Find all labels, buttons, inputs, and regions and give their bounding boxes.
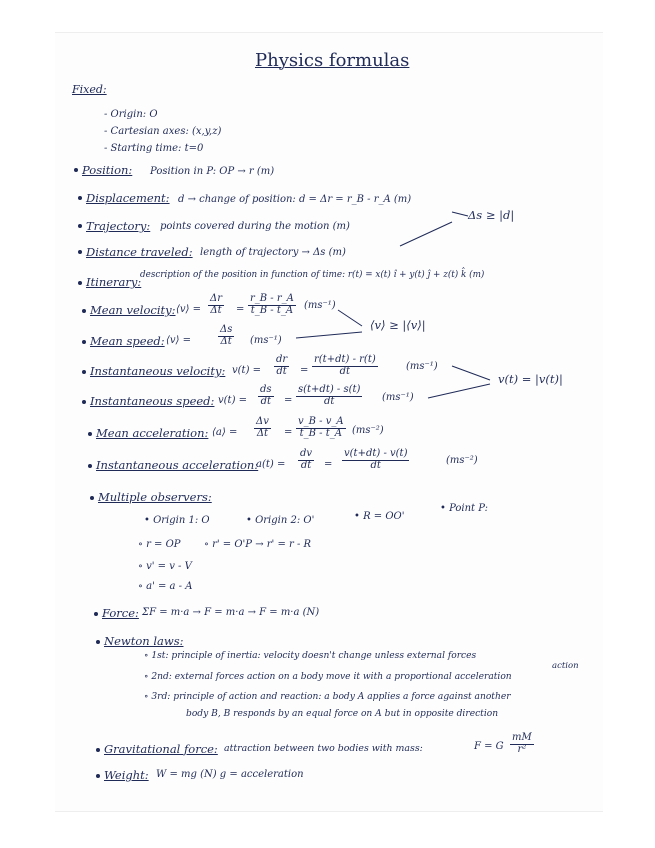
trajectory-label: Trajectory: xyxy=(86,219,151,233)
inst-speed-lhs: v(t) = xyxy=(218,395,248,406)
newton-first-law-cont: action xyxy=(552,661,579,671)
observers-a: ∘ a' = a - A xyxy=(138,581,193,592)
equals: = xyxy=(284,427,293,438)
itinerary-text: description of the position in function of time: r(t) = x(t) î + y(t) ĵ + z(t) k̂ (m) xyxy=(140,270,485,280)
inst-speed-unit: (ms⁻¹) xyxy=(382,392,414,403)
mean-velocity-fraction-2 xyxy=(248,294,296,316)
denominator: Δt xyxy=(256,427,269,439)
mean-accel-fraction-2 xyxy=(296,417,346,439)
numerator: dr xyxy=(276,354,288,365)
inst-speed-fraction-2 xyxy=(296,385,362,407)
numerator: dv xyxy=(300,448,313,459)
mean-speed-fraction xyxy=(218,325,234,347)
mean-speed-unit: (ms⁻¹) xyxy=(250,335,282,346)
fixed-axes: - Cartesian axes: (x,y,z) xyxy=(104,126,222,137)
denominator: dt xyxy=(276,365,287,377)
weight-label: Weight: xyxy=(104,768,149,782)
equals: = xyxy=(284,395,293,406)
equals: = xyxy=(300,365,309,376)
inst-accel-unit: (ms⁻²) xyxy=(446,455,478,466)
numerator: Δs xyxy=(220,324,233,335)
numerator: r_B - r_A xyxy=(250,293,294,304)
inst-speed-label: Instantaneous speed: xyxy=(90,394,215,408)
observers-r: ∘ r = OP xyxy=(138,539,181,550)
numerator: Δv xyxy=(256,416,269,427)
denominator: t_B - t_A xyxy=(250,304,294,316)
fixed-heading: Fixed: xyxy=(72,83,107,96)
trajectory-text: points covered during the motion (m) xyxy=(160,221,350,232)
observers-v: ∘ v' = v - V xyxy=(138,561,192,572)
observers-origin1: • Origin 1: O xyxy=(144,515,210,526)
newton-second-law: ∘ 2nd: external forces action on a body move it with a proportional acceleration xyxy=(144,672,512,682)
force-label: Force: xyxy=(102,606,139,620)
bullet xyxy=(96,640,100,644)
bullet xyxy=(82,370,86,374)
numerator: v_B - v_A xyxy=(298,416,344,427)
bullet xyxy=(82,400,86,404)
denominator: Δt xyxy=(220,335,232,347)
mean-accel-label: Mean acceleration: xyxy=(96,426,209,440)
gravitational-fraction xyxy=(510,733,534,755)
itinerary-label: Itinerary: xyxy=(86,275,142,289)
numerator: ds xyxy=(260,384,272,395)
bullet xyxy=(78,250,82,254)
newton-label: Newton laws: xyxy=(104,634,184,648)
inst-accel-label: Instantaneous acceleration: xyxy=(96,458,259,472)
mean-velocity-label: Mean velocity: xyxy=(90,303,176,317)
force-text: ΣF = m·a → F = m·a → F = m·a (N) xyxy=(142,607,320,618)
denominator: dt xyxy=(324,395,335,407)
numerator: Δr xyxy=(210,293,223,304)
displacement-label: Displacement: xyxy=(86,191,170,205)
newton-third-law-cont: body B, B responds by an equal force on A but in opposite direction xyxy=(186,709,499,719)
mean-velocity-unit: (ms⁻¹) xyxy=(304,300,336,311)
denominator: dt xyxy=(260,395,271,407)
newton-first-law: ∘ 1st: principle of inertia: velocity doesn't change unless external forces xyxy=(144,651,477,661)
observers-point-p: • Point P: xyxy=(440,503,488,514)
speed-relation: ⟨v⟩ ≥ |⟨v⟩| xyxy=(370,318,426,332)
observers-label: Multiple observers: xyxy=(98,490,212,504)
mean-velocity-lhs: ⟨v⟩ = xyxy=(176,304,202,315)
denominator: r² xyxy=(517,743,527,755)
denominator: dt xyxy=(370,459,381,471)
inst-velocity-lhs: v(t) = xyxy=(232,365,262,376)
newton-third-law: ∘ 3rd: principle of action and reaction: a body A applies a force against another xyxy=(144,692,511,702)
fixed-origin: - Origin: O xyxy=(104,109,158,120)
mean-accel-fraction-1 xyxy=(254,417,271,439)
mean-speed-lhs: ⟨v⟩ = xyxy=(166,335,192,346)
observers-r-prime: ∘ r' = O'P → r' = r - R xyxy=(204,539,312,550)
bullet xyxy=(88,432,92,436)
position-text: Position in P: OP → r (m) xyxy=(150,166,275,177)
bullet xyxy=(82,309,86,313)
mean-accel-lhs: ⟨a⟩ = xyxy=(212,427,238,438)
denominator: dt xyxy=(300,459,312,471)
bullet xyxy=(90,496,94,500)
bullet xyxy=(96,774,100,778)
gravitational-text: attraction between two bodies with mass: xyxy=(224,743,423,754)
bullet xyxy=(78,196,82,200)
inst-accel-fraction-2 xyxy=(342,449,409,471)
numerator: mM xyxy=(512,732,532,743)
gravitational-label: Gravitational force: xyxy=(104,742,218,756)
weight-text: W = mg (N) g = acceleration xyxy=(156,769,304,780)
inst-accel-fraction-1 xyxy=(298,449,314,471)
bullet xyxy=(78,281,82,285)
inst-velocity-label: Instantaneous velocity: xyxy=(90,364,226,378)
inst-velocity-fraction-1 xyxy=(274,355,289,377)
observers-origin2: • Origin 2: O' xyxy=(246,515,315,526)
observers-R: • R = OO' xyxy=(354,511,405,522)
equals: = xyxy=(236,304,245,315)
displacement-text: d → change of position: d = Δr = r_B - r_A (m) xyxy=(178,194,412,205)
numerator: v(t+dt) - v(t) xyxy=(344,448,408,459)
mean-speed-label: Mean speed: xyxy=(90,334,165,348)
distance-text: length of trajectory → Δs (m) xyxy=(200,247,346,258)
bullet xyxy=(94,612,98,616)
bullet xyxy=(78,224,82,228)
inst-relation: v(t) = |v(t)| xyxy=(498,372,563,386)
mean-velocity-fraction-1 xyxy=(208,294,224,316)
distance-label: Distance traveled: xyxy=(86,245,193,259)
denominator: dt xyxy=(339,365,351,377)
gravitational-eq: F = G xyxy=(474,741,504,752)
ds-relation: Δs ≥ |d| xyxy=(468,208,515,222)
fixed-time: - Starting time: t=0 xyxy=(104,143,204,154)
mean-accel-unit: (ms⁻²) xyxy=(352,425,384,436)
denominator: t_B - t_A xyxy=(299,427,342,439)
inst-accel-lhs: a(t) = xyxy=(256,459,286,470)
bullet xyxy=(88,464,92,468)
position-label: Position: xyxy=(82,163,133,177)
numerator: r(t+dt) - r(t) xyxy=(314,354,376,365)
page-title: Physics formulas xyxy=(255,50,410,71)
bullet xyxy=(82,340,86,344)
inst-velocity-unit: (ms⁻¹) xyxy=(406,361,438,372)
numerator: s(t+dt) - s(t) xyxy=(298,384,361,395)
inst-speed-fraction-1 xyxy=(258,385,274,407)
bullet xyxy=(74,168,78,172)
bullet xyxy=(96,748,100,752)
equals: = xyxy=(324,459,333,470)
inst-velocity-fraction-2 xyxy=(312,355,378,377)
denominator: Δt xyxy=(210,304,222,316)
